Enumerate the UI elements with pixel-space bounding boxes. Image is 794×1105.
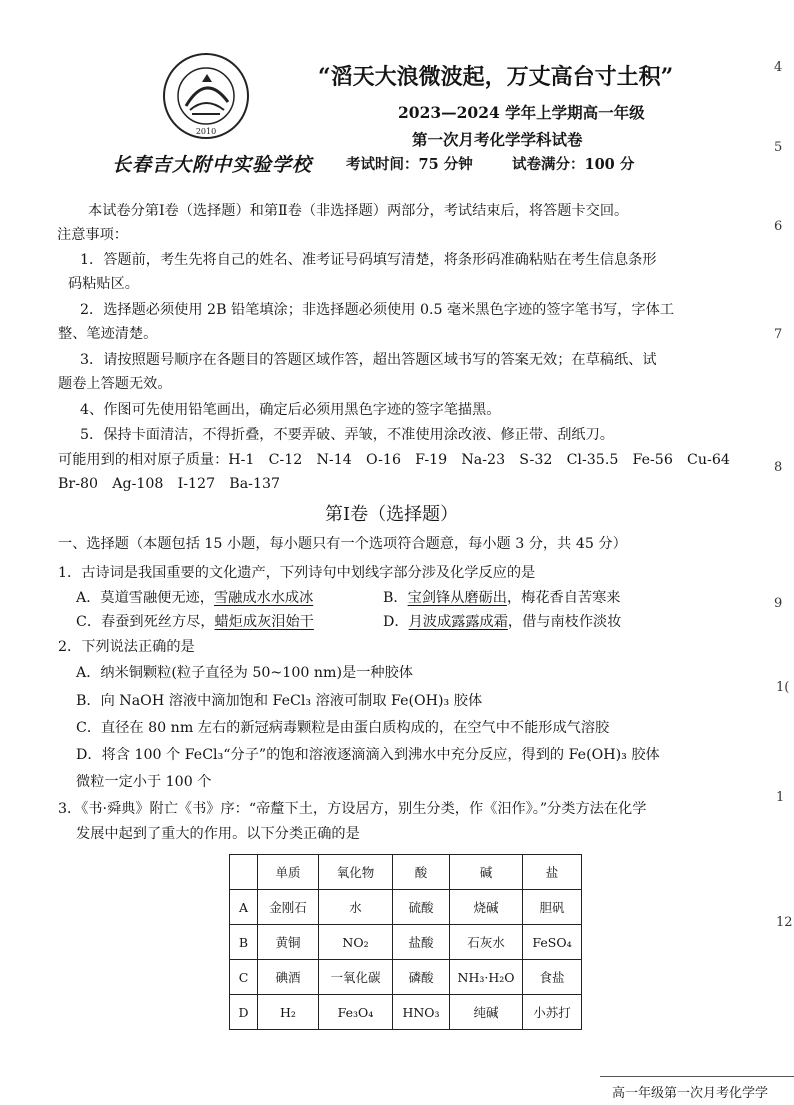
q2-option-d: D．将含 100 个 FeCl₃“分子”的饱和溶液逐滴滴入到沸水中充分反应，得到的 Fe(OH)₃ 胶体 (76, 747, 660, 763)
table-cell: 磷酸 (393, 960, 450, 995)
q2-option-c: C．直径在 80 nm 左右的新冠病毒颗粒是由蛋白质构成的，在空气中不能形成气溶胶 (76, 720, 610, 736)
part1-title: 第Ⅰ卷（选择题） (325, 504, 459, 525)
table-cell: 食盐 (523, 960, 582, 995)
margin-number: 7 (774, 327, 783, 342)
margin-number: 9 (774, 596, 783, 611)
table-cell: HNO₃ (393, 995, 450, 1030)
table-cell: H₂ (258, 995, 319, 1030)
table-cell: 黄铜 (258, 925, 319, 960)
q1-option-c: C．春蚕到死丝方尽，蜡炬成灰泪始干 (76, 614, 314, 630)
table-cell: Fe₃O₄ (319, 995, 393, 1030)
table-row (230, 890, 582, 925)
table-cell: 石灰水 (450, 925, 523, 960)
note-1: 1．答题前，考生先将自己的姓名、准考证号码填写清楚，将条形码准确粘贴在考生信息条形 (80, 252, 657, 268)
exam-subtitle-year: 2023—2024 学年上学期高一年级 (398, 103, 645, 122)
school-logo (162, 52, 250, 140)
table-header-cell (230, 855, 258, 890)
classification-table (229, 854, 582, 1030)
table-header-cell: 碱 (450, 855, 523, 890)
page-footer: 高一年级第一次月考化学学 (612, 1086, 769, 1101)
atomic-masses-cont: Br-80 Ag-108 I-127 Ba-137 (58, 476, 281, 492)
q2-stem: 2．下列说法正确的是 (58, 639, 195, 655)
note-3-cont: 题卷上答题无效。 (58, 376, 172, 392)
table-cell: D (230, 995, 258, 1030)
note-1-cont: 码粘贴区。 (68, 276, 139, 292)
q3-stem-cont: 发展中起到了重大的作用。以下分类正确的是 (76, 826, 360, 842)
table-row (230, 995, 582, 1030)
table-cell: 小苏打 (523, 995, 582, 1030)
margin-number: 1 (776, 790, 785, 805)
table-header-row (230, 855, 582, 890)
margin-number: 12 (776, 915, 793, 930)
note-3: 3．请按照题号顺序在各题目的答题区域作答，超出答题区域书写的答案无效；在草稿纸、试 (80, 352, 657, 368)
table-cell: 盐酸 (393, 925, 450, 960)
note-5: 5．保持卡面清洁，不得折叠，不要弄破、弄皱，不准使用涂改液、修正带、刮纸刀。 (80, 427, 614, 443)
margin-number: 5 (774, 140, 783, 155)
exam-time: 考试时间：75 分钟 (346, 156, 473, 173)
q2-option-a: A．纳米铜颗粒(粒子直径为 50~100 nm)是一种胶体 (76, 665, 413, 681)
margin-number: 4 (774, 60, 783, 75)
note-2-cont: 整、笔迹清楚。 (58, 326, 158, 342)
q1-stem: 1．古诗词是我国重要的文化遗产，下列诗句中划线字部分涉及化学反应的是 (58, 565, 536, 581)
logo-year: 2010 (195, 127, 217, 136)
table-cell: NH₃·H₂O (450, 960, 523, 995)
table-cell: C (230, 960, 258, 995)
table-cell: 金刚石 (258, 890, 319, 925)
q1-option-a: A．莫道雪融便无迹，雪融成水水成冰 (76, 590, 314, 606)
table-cell: 胆矾 (523, 890, 582, 925)
table-cell: B (230, 925, 258, 960)
table-row (230, 925, 582, 960)
q1-option-d: D．月波成露露成霜，借与南枝作淡妆 (383, 614, 622, 630)
table-cell: A (230, 890, 258, 925)
table-cell: 一氧化碳 (319, 960, 393, 995)
margin-number: 8 (774, 460, 783, 475)
table-row (230, 960, 582, 995)
notes-heading: 注意事项： (57, 227, 128, 243)
table-cell: 纯碱 (450, 995, 523, 1030)
table-cell: FeSO₄ (523, 925, 582, 960)
q2-option-d-cont: 微粒一定小于 100 个 (76, 774, 212, 790)
intro-text: 本试卷分第Ⅰ卷（选择题）和第Ⅱ卷（非选择题）两部分，考试结束后，将答题卡交回。 (88, 203, 629, 219)
table-cell: 硫酸 (393, 890, 450, 925)
motto: “滔天大浪微波起，万丈高台寸土积” (318, 64, 674, 90)
atomic-masses: 可能用到的相对原子质量：H-1 C-12 N-14 O-16 F-19 Na-23 S-32 Cl-35.5 Fe-56 Cu-64 (58, 452, 730, 468)
footer-rule (600, 1076, 794, 1077)
section1-heading: 一、选择题（本题包括 15 小题，每小题只有一个选项符合题意，每小题 3 分，共 45 分） (58, 536, 627, 552)
exam-score: 试卷满分：100 分 (512, 156, 635, 173)
exam-subtitle-title: 第一次月考化学学科试卷 (412, 130, 583, 149)
margin-number: 6 (774, 219, 783, 234)
table-cell: 烧碱 (450, 890, 523, 925)
q2-option-b: B．向 NaOH 溶液中滴加饱和 FeCl₃ 溶液可制取 Fe(OH)₃ 胶体 (76, 693, 483, 709)
table-header-cell: 盐 (523, 855, 582, 890)
table-cell: 碘酒 (258, 960, 319, 995)
note-4: 4、作图可先使用铅笔画出，确定后必须用黑色字迹的签字笔描黑。 (80, 402, 501, 418)
margin-number: 1( (776, 680, 790, 695)
table-header-cell: 酸 (393, 855, 450, 890)
q1-option-b: B．宝剑锋从磨砺出，梅花香自苦寒来 (383, 590, 621, 606)
q3-stem: 3．《书·舜典》附亡《书》序：“帝釐下土，方设居方，别生分类，作《汨作》。”分类方法在化学 (58, 801, 647, 817)
table-cell: 水 (319, 890, 393, 925)
table-cell: NO₂ (319, 925, 393, 960)
school-name: 长春吉大附中实验学校 (112, 154, 313, 176)
table-header-cell: 单质 (258, 855, 319, 890)
table-header-cell: 氧化物 (319, 855, 393, 890)
note-2: 2．选择题必须使用 2B 铅笔填涂；非选择题必须使用 0.5 毫米黑色字迹的签字笔书写，字体工 (80, 302, 675, 318)
